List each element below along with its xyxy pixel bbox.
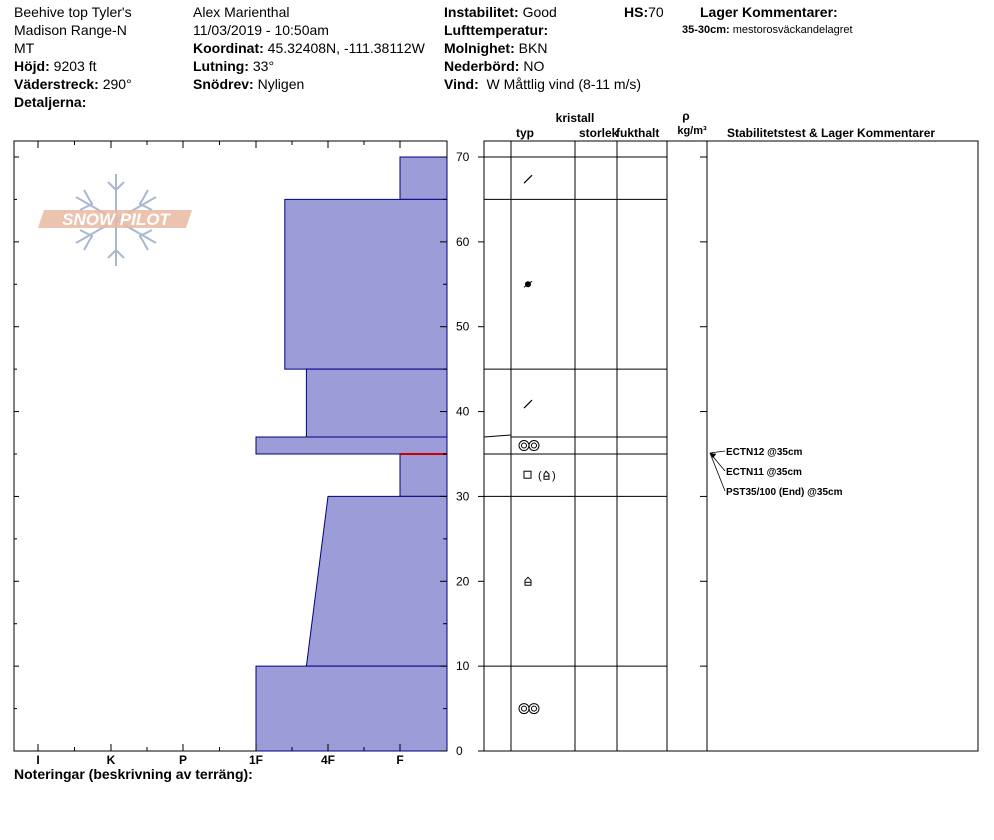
hardness-layer — [306, 369, 447, 437]
hardness-layer — [400, 454, 447, 496]
melt-forms-icon — [519, 704, 539, 714]
location-line2: Madison Range-N — [14, 22, 127, 38]
grain-symbols — [519, 175, 556, 713]
depth-tick-label: 70 — [456, 150, 470, 164]
depth-tick-label: 30 — [456, 489, 470, 504]
hardness-tick-label: P — [178, 753, 188, 767]
precip-value: NO — [523, 58, 545, 74]
wind-value: W Måttlig vind (8-11 m/s) — [486, 76, 642, 92]
hardness-layers — [256, 157, 447, 751]
depth-tick-label: 40 — [456, 404, 470, 419]
precip-label: Nederbörd: — [444, 58, 520, 74]
layer-connector — [484, 435, 511, 437]
stability-tests — [710, 447, 843, 498]
stability-test-label: ECTN11 @35cm — [726, 467, 802, 478]
coord-value: 45.32408N, -111.38112W — [267, 40, 425, 56]
instability-label: Instabilitet: — [444, 4, 519, 20]
drift-label: Snödrev: — [193, 76, 254, 92]
col-typ: typ — [516, 126, 534, 140]
hardness-tick-label: K — [106, 753, 116, 767]
stability-test-label: ECTN12 @35cm — [726, 447, 803, 458]
col-kristall: kristall — [555, 111, 595, 125]
slope-value: 33° — [252, 58, 275, 74]
hardness-tick-label: 1F — [248, 753, 264, 767]
col-size: storlek — [579, 126, 619, 140]
location-line1: Beehive top Tyler's — [14, 4, 132, 20]
hardness-tick-label: 4F — [320, 753, 336, 767]
depth-tick-label: 0 — [456, 744, 463, 758]
layer-grid-frame — [484, 141, 978, 751]
test-leader-line — [710, 451, 725, 453]
col-density-unit: kg/m³ — [677, 125, 707, 137]
col-rho: ρ — [682, 109, 690, 123]
location-line3: MT — [14, 40, 35, 56]
layer-grid-columns — [511, 141, 707, 751]
instability-value: Good — [522, 4, 557, 20]
faceted-depth-hoar-icon — [524, 470, 556, 482]
svg-text:(: ( — [538, 470, 542, 483]
hardness-tick-label: I — [36, 753, 40, 767]
layer-comment-depth: 35-30cm: — [682, 24, 730, 36]
hardness-layer — [306, 496, 447, 666]
depth-tick-label: 10 — [456, 659, 470, 674]
wind-label: Vind: — [444, 76, 479, 92]
depth-tick-label: 50 — [456, 319, 470, 334]
sky-label: Molnighet: — [444, 40, 515, 56]
depth-tick-label: 60 — [456, 234, 470, 249]
depth-hoar-icon — [525, 577, 531, 585]
rounded-icon — [524, 281, 532, 287]
decomposing-icon — [524, 400, 532, 408]
hardness-layer — [400, 157, 447, 199]
sky-value: BKN — [518, 40, 548, 56]
notes-label: Noteringar (beskrivning av terräng): — [14, 766, 253, 782]
observer-name: Alex Marienthal — [193, 4, 290, 20]
test-leader-line — [710, 453, 725, 491]
observation-datetime: 11/03/2019 - 10:50am — [193, 22, 329, 38]
logo-text: SNOW PILOT — [62, 210, 170, 229]
details-label: Detaljerna: — [14, 94, 87, 110]
hardness-tick-label: F — [396, 753, 404, 767]
drift-value: Nyligen — [257, 76, 305, 92]
elevation-value: 9203 ft — [53, 58, 97, 74]
stability-test-label: PST35/100 (End) @35cm — [726, 487, 843, 498]
decomposing-icon — [524, 175, 532, 183]
melt-forms-icon — [519, 441, 539, 451]
aspect-label: Väderstreck: — [14, 76, 99, 92]
col-stability: Stabilitetstest & Lager Kommentarer — [727, 126, 936, 140]
hs-label: HS: — [624, 4, 649, 20]
layer-comment-text: mestorosväckandelagret — [732, 24, 853, 36]
air-temp-label: Lufttemperatur: — [444, 22, 549, 38]
hardness-layer — [256, 437, 447, 454]
hs-value: 70 — [648, 4, 664, 20]
elevation-label: Höjd: — [14, 58, 50, 74]
hardness-layer — [256, 666, 447, 751]
slope-label: Lutning: — [193, 58, 249, 74]
layer-comments-title: Lager Kommentarer: — [700, 4, 838, 20]
depth-tick-label: 20 — [456, 574, 470, 589]
svg-text:): ) — [552, 470, 556, 483]
col-moisture: fukthalt — [616, 126, 660, 140]
coord-label: Koordinat: — [193, 40, 264, 56]
hardness-layer — [285, 199, 447, 369]
aspect-value: 290° — [102, 76, 132, 92]
